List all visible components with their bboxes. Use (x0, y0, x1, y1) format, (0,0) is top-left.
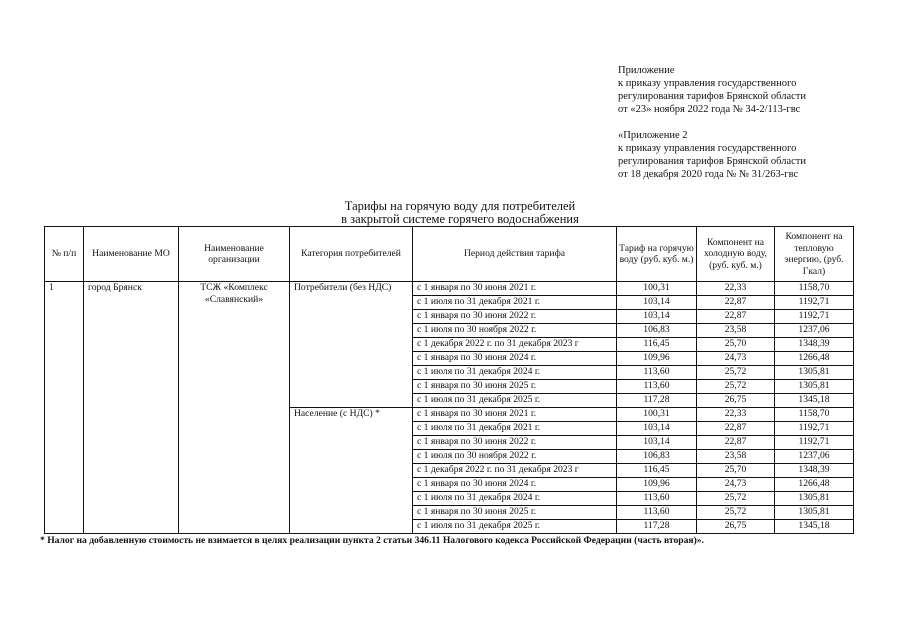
cold-water-cell: 22,87 (697, 436, 775, 450)
cold-water-cell: 22,87 (697, 296, 775, 310)
cold-water-cell: 25,72 (697, 366, 775, 380)
heat-energy-cell: 1345,18 (775, 520, 854, 534)
heat-energy-cell: 1305,81 (775, 506, 854, 520)
tariff-cell: 103,14 (617, 436, 697, 450)
heat-energy-cell: 1348,39 (775, 338, 854, 352)
tariff-cell: 117,28 (617, 520, 697, 534)
tariff-cell: 109,96 (617, 352, 697, 366)
period-cell: с 1 июля по 31 декабря 2021 г. (413, 296, 617, 310)
header-cold-water: Компонент на холодную воду, (руб. куб. м.) (697, 227, 775, 282)
tariff-cell: 113,60 (617, 366, 697, 380)
tariff-cell: 106,83 (617, 324, 697, 338)
period-cell: с 1 июля по 31 декабря 2021 г. (413, 422, 617, 436)
period-cell: с 1 января по 30 июня 2021 г. (413, 408, 617, 422)
municipality-cell: город Брянск (84, 282, 179, 534)
heat-energy-cell: 1345,18 (775, 394, 854, 408)
period-cell: с 1 января по 30 июня 2022 г. (413, 310, 617, 324)
appendix-line: к приказу управления государственного (618, 143, 797, 154)
cold-water-cell: 25,70 (697, 338, 775, 352)
heat-energy-cell: 1348,39 (775, 464, 854, 478)
heat-energy-cell: 1305,81 (775, 380, 854, 394)
document-title (300, 200, 620, 226)
row-number: 1 (45, 282, 84, 534)
header-category: Категория потребителей (290, 227, 413, 282)
cold-water-cell: 26,75 (697, 520, 775, 534)
tariff-cell: 113,60 (617, 380, 697, 394)
tariff-cell: 100,31 (617, 408, 697, 422)
cold-water-cell: 24,73 (697, 352, 775, 366)
title-line: Тарифы на горячую воду для потребителей (344, 199, 576, 213)
heat-energy-cell: 1305,81 (775, 492, 854, 506)
header-heat-energy: Компонент на тепловую энергию, (руб. Гкал) (775, 227, 854, 282)
heat-energy-cell: 1266,48 (775, 352, 854, 366)
tariff-cell: 100,31 (617, 282, 697, 296)
appendix-line: регулирования тарифов Брянской области (618, 91, 806, 102)
header-mo: Наименование МО (84, 227, 179, 282)
tariff-cell: 103,14 (617, 296, 697, 310)
header-organization: Наименование организации (179, 227, 290, 282)
tariff-cell: 116,45 (617, 338, 697, 352)
tariff-cell: 106,83 (617, 450, 697, 464)
appendix-line: Приложение (618, 65, 675, 76)
appendix-previous-order (618, 129, 898, 181)
cold-water-cell: 25,70 (697, 464, 775, 478)
heat-energy-cell: 1192,71 (775, 310, 854, 324)
header-tariff: Тариф на горячую воду (руб. куб. м.) (617, 227, 697, 282)
period-cell: с 1 января по 30 июня 2024 г. (413, 478, 617, 492)
heat-energy-cell: 1266,48 (775, 478, 854, 492)
heat-energy-cell: 1237,06 (775, 324, 854, 338)
appendix-line: от «23» ноября 2022 года № 34-2/113-гвс (618, 104, 801, 115)
table-row (45, 282, 854, 296)
period-cell: с 1 января по 30 июня 2022 г. (413, 436, 617, 450)
tariff-cell: 103,14 (617, 310, 697, 324)
category-cell: Население (с НДС) * (290, 408, 413, 534)
tariff-cell: 117,28 (617, 394, 697, 408)
title-line: в закрытой системе горячего водоснабжения (341, 212, 579, 226)
appendix-line: «Приложение 2 (618, 130, 688, 141)
table-body (45, 282, 854, 534)
tariff-cell: 113,60 (617, 506, 697, 520)
period-cell: с 1 июля по 31 декабря 2025 г. (413, 520, 617, 534)
cold-water-cell: 23,58 (697, 324, 775, 338)
tariff-cell: 103,14 (617, 422, 697, 436)
period-cell: с 1 января по 30 июня 2025 г. (413, 506, 617, 520)
period-cell: с 1 декабря 2022 г. по 31 декабря 2023 г (413, 464, 617, 478)
cold-water-cell: 25,72 (697, 380, 775, 394)
cold-water-cell: 24,73 (697, 478, 775, 492)
organization-cell: ТСЖ «Комплекс «Славянский» (179, 282, 290, 534)
heat-energy-cell: 1192,71 (775, 296, 854, 310)
category-cell: Потребители (без НДС) (290, 282, 413, 408)
period-cell: с 1 декабря 2022 г. по 31 декабря 2023 г (413, 338, 617, 352)
heat-energy-cell: 1192,71 (775, 436, 854, 450)
heat-energy-cell: 1158,70 (775, 282, 854, 296)
cold-water-cell: 22,33 (697, 282, 775, 296)
cold-water-cell: 22,33 (697, 408, 775, 422)
tariff-cell: 109,96 (617, 478, 697, 492)
tariff-cell: 116,45 (617, 464, 697, 478)
period-cell: с 1 января по 30 июня 2021 г. (413, 282, 617, 296)
appendix-line: регулирования тарифов Брянской области (618, 156, 806, 167)
heat-energy-cell: 1305,81 (775, 366, 854, 380)
tariff-cell: 113,60 (617, 492, 697, 506)
heat-energy-cell: 1158,70 (775, 408, 854, 422)
cold-water-cell: 25,72 (697, 492, 775, 506)
period-cell: с 1 июля по 31 декабря 2025 г. (413, 394, 617, 408)
heat-energy-cell: 1237,06 (775, 450, 854, 464)
period-cell: с 1 июля по 30 ноября 2022 г. (413, 324, 617, 338)
appendix-current-order (618, 64, 898, 116)
period-cell: с 1 июля по 31 декабря 2024 г. (413, 366, 617, 380)
cold-water-cell: 26,75 (697, 394, 775, 408)
period-cell: с 1 января по 30 июня 2025 г. (413, 380, 617, 394)
header-number: № п/п (45, 227, 84, 282)
appendix-line: к приказу управления государственного (618, 78, 797, 89)
cold-water-cell: 22,87 (697, 422, 775, 436)
table-header-row (45, 227, 854, 282)
appendix-line: от 18 декабря 2020 года № № 31/263-гвс (618, 169, 799, 180)
appendix-block (618, 64, 898, 181)
cold-water-cell: 22,87 (697, 310, 775, 324)
cold-water-cell: 23,58 (697, 450, 775, 464)
period-cell: с 1 января по 30 июня 2024 г. (413, 352, 617, 366)
footnote: * Налог на добавленную стоимость не взимается в целях реализации пункта 2 статьи 346.11 Налогового кодекса Российской Федерации (часть вторая)». (40, 535, 705, 546)
period-cell: с 1 июля по 30 ноября 2022 г. (413, 450, 617, 464)
tariff-table (44, 226, 854, 534)
heat-energy-cell: 1192,71 (775, 422, 854, 436)
cold-water-cell: 25,72 (697, 506, 775, 520)
header-period: Период действия тарифа (413, 227, 617, 282)
period-cell: с 1 июля по 31 декабря 2024 г. (413, 492, 617, 506)
